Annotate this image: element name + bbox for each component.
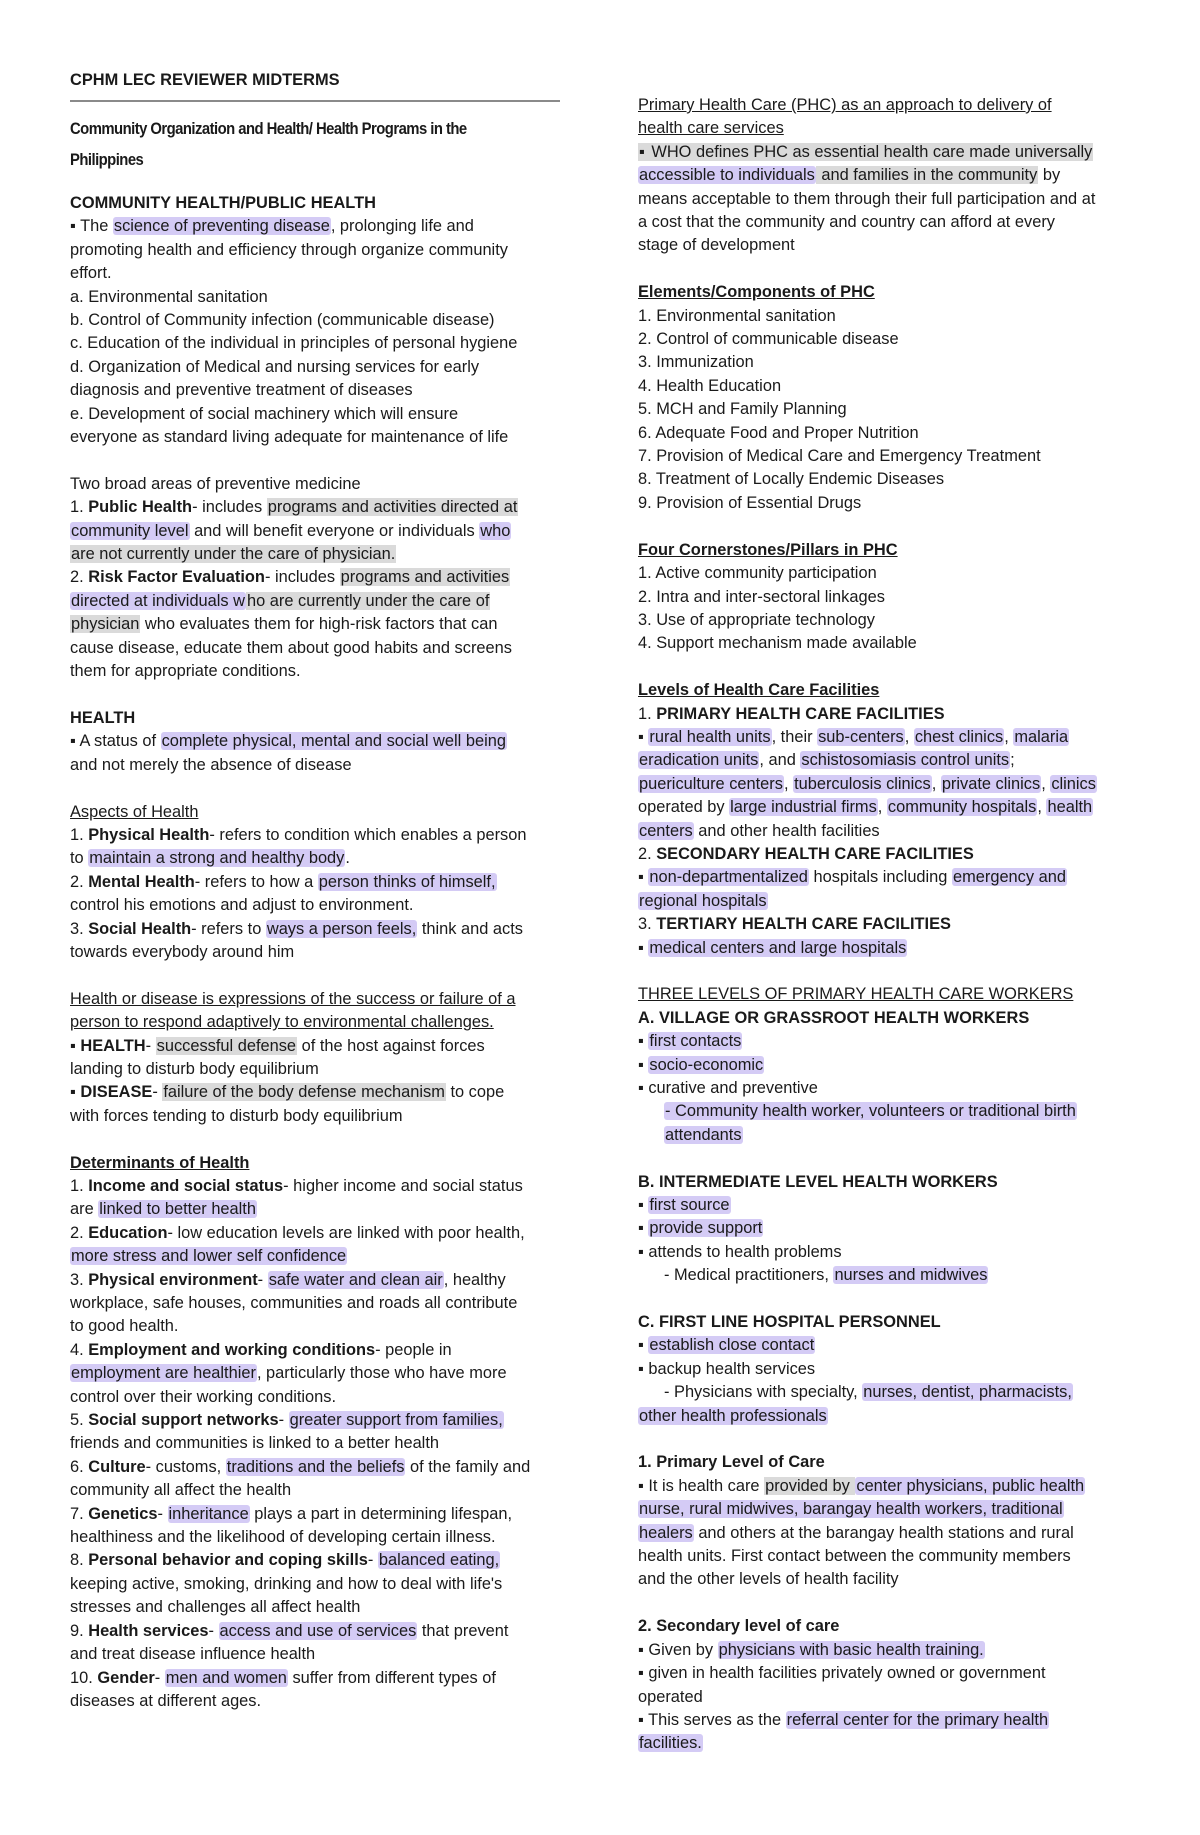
list-item: 3. Use of appropriate technology <box>638 610 875 629</box>
text-line: ▪ It is health care provided by center physicians, public health <box>638 1476 1085 1495</box>
list-item: 4. Support mechanism made available <box>638 634 917 653</box>
text-line <box>638 1405 1140 1428</box>
highlight: regional hospitals <box>639 891 767 910</box>
text-line: 8. Personal behavior and coping skills- balanced eating, <box>70 1551 500 1570</box>
highlight: chest clinics <box>914 727 1004 746</box>
text-line <box>638 1498 1140 1521</box>
highlight: physician <box>71 615 140 634</box>
preventive-title: Two broad areas of preventive medicine <box>70 474 361 493</box>
text-line: centers and other health facilities <box>639 821 880 840</box>
list-item: 8. Treatment of Locally Endemic Diseases <box>638 470 945 489</box>
text-line: 9. Health services- access and use of services that prevent <box>70 1621 509 1640</box>
title-divider <box>70 100 560 102</box>
text-line: ▪ non-departmentalized hospitals including emergency and <box>638 868 1066 887</box>
text-line: ▪ provide support <box>638 1219 763 1238</box>
highlight: socio-economic <box>649 1055 764 1074</box>
text-line: landing to disturb body equilibrium <box>70 1059 319 1078</box>
text-line: - Physicians with specialty, nurses, dentist, pharmacists, <box>664 1383 1072 1402</box>
highlight: facilities. <box>639 1734 702 1753</box>
subheading: C. FIRST LINE HOSPITAL PERSONNEL <box>638 1313 941 1332</box>
text-line: diseases at different ages. <box>70 1691 262 1710</box>
text-line: means acceptable to them through their full participation and at <box>638 189 1096 208</box>
highlight: community hospitals <box>887 798 1037 817</box>
text-line: 1. Physical Health- refers to condition which enables a person <box>70 825 527 844</box>
highlight: men and women <box>165 1668 287 1687</box>
document-title: CPHM LEC REVIEWER MIDTERMS <box>70 71 340 89</box>
highlight: - Community health worker, volunteers or traditional birth <box>665 1102 1076 1121</box>
highlight: successful defense <box>156 1036 297 1055</box>
highlight: safe water and clean air <box>268 1270 443 1289</box>
highlight: centers <box>639 821 693 840</box>
highlight: directed at individuals w <box>71 591 246 610</box>
subheading: 2. SECONDARY HEALTH CARE FACILITIES <box>638 844 974 863</box>
community-health-section <box>70 192 560 449</box>
text-line <box>638 1732 1140 1755</box>
list-item: 1. Environmental sanitation <box>638 306 836 325</box>
text-line: them for appropriate conditions. <box>70 662 301 681</box>
text-line: 5. Social support networks- greater support from families, <box>70 1411 503 1430</box>
highlight: first contacts <box>649 1032 742 1051</box>
highlight: clinics <box>1051 774 1096 793</box>
secondary-care-section <box>638 1615 1140 1755</box>
community-health-heading: COMMUNITY HEALTH/PUBLIC HEALTH <box>70 194 376 212</box>
list-item: diagnosis and preventive treatment of diseases <box>70 381 413 400</box>
text-line: accessible to individuals and families in the community by <box>639 166 1061 185</box>
text-line: employment are healthier, particularly those who have more <box>71 1364 507 1383</box>
workers-section <box>638 983 1140 1428</box>
text-line: friends and communities is linked to a better health <box>70 1434 439 1453</box>
text-line: 4. Employment and working conditions- people in <box>70 1340 452 1359</box>
highlight: complete physical, mental and social well being <box>161 732 506 751</box>
highlight: malaria <box>1014 727 1069 746</box>
text-line: ▪ A status of complete physical, mental and social well being <box>70 732 506 751</box>
phc-title: health care services <box>638 119 784 138</box>
phc-title: Primary Health Care (PHC) as an approach to delivery of <box>638 96 1052 114</box>
highlight: eradication units <box>639 751 759 770</box>
text-line: eradication units, and schistosomiasis control units; <box>639 751 1015 770</box>
highlight: employment are healthier <box>71 1364 256 1383</box>
highlight: private clinics <box>941 774 1041 793</box>
highlight: programs and activities <box>340 568 510 587</box>
determinants-section <box>70 1152 560 1714</box>
highlight: community level <box>71 521 189 540</box>
list-item: 2. Intra and inter-sectoral linkages <box>638 587 885 606</box>
aspects-title: Aspects of Health <box>70 802 199 821</box>
text-line: community all affect the health <box>70 1481 292 1500</box>
pillars-title: Four Cornerstones/Pillars in PHC <box>638 540 898 559</box>
health-heading: HEALTH <box>70 708 136 727</box>
highlight: establish close contact <box>649 1336 815 1355</box>
text-line: to good health. <box>70 1317 179 1336</box>
text-line: ▪ The science of preventing disease, prolonging life and <box>70 217 474 236</box>
text-line: puericulture centers, tuberculosis clinics, private clinics, clinics <box>639 774 1096 793</box>
disease-title: Health or disease is expressions of the success or failure of a <box>70 989 516 1008</box>
list-item: 7. Provision of Medical Care and Emergency Treatment <box>638 447 1041 466</box>
highlight: first source <box>649 1196 730 1215</box>
highlight: emergency and <box>952 868 1066 887</box>
text-line: ▪ first source <box>638 1196 730 1215</box>
text-line: ▪ attends to health problems <box>638 1242 842 1261</box>
highlight: inheritance <box>168 1504 249 1523</box>
highlight: WHO defines PHC as essential health care made universally <box>651 142 1093 161</box>
subheading: 3. TERTIARY HEALTH CARE FACILITIES <box>638 915 951 934</box>
highlight: access and use of services <box>219 1621 417 1640</box>
health-section <box>70 707 560 777</box>
highlight: linked to better health <box>99 1200 256 1219</box>
highlight: balanced eating, <box>378 1551 500 1570</box>
highlight: who <box>480 521 511 540</box>
facilities-title: Levels of Health Care Facilities <box>638 681 880 700</box>
text-line: operated by large industrial firms, community hospitals, health <box>638 798 1093 817</box>
highlight: healers <box>639 1523 693 1542</box>
text-line: cause disease, educate them about good habits and screens <box>70 638 512 657</box>
text-line: ▪ Given by physicians with basic health training. <box>638 1640 984 1659</box>
text-line <box>638 1100 1140 1123</box>
highlight: ways a person feels, <box>266 919 417 938</box>
aspects-section <box>70 801 560 965</box>
text-line: 3. Social Health- refers to ways a person feels, think and acts <box>70 919 523 938</box>
text-line: ▪ medical centers and large hospitals <box>638 938 907 957</box>
highlight: other health professionals <box>639 1406 827 1425</box>
highlight: failure of the body defense mechanism <box>163 1083 445 1102</box>
text-line: healers and others at the barangay health stations and rural <box>639 1523 1074 1542</box>
elements-title: Elements/Components of PHC <box>638 283 875 302</box>
highlight: nurses and midwives <box>834 1266 988 1285</box>
list-item: 9. Provision of Essential Drugs <box>638 493 862 512</box>
text-line: a cost that the community and country can afford at every <box>638 213 1055 232</box>
text-line: to maintain a strong and healthy body. <box>70 849 350 868</box>
text-line: ▪ first contacts <box>638 1032 742 1051</box>
highlight: sub-centers <box>818 727 904 746</box>
left-column <box>70 68 560 1713</box>
subheading: A. VILLAGE OR GRASSROOT HEALTH WORKERS <box>638 1008 1030 1027</box>
text-line: towards everybody around him <box>70 942 295 961</box>
highlight: center physicians, public health <box>856 1476 1085 1495</box>
subheading: B. INTERMEDIATE LEVEL HEALTH WORKERS <box>638 1172 998 1191</box>
text-line: and not merely the absence of disease <box>70 755 352 774</box>
text-line: control his emotions and adjust to environment. <box>70 896 414 915</box>
text-line: operated <box>638 1687 703 1706</box>
text-line: ▪ DISEASE- failure of the body defense mechanism to cope <box>70 1083 505 1102</box>
highlight: provide support <box>649 1219 763 1238</box>
list-item: 1. Active community participation <box>638 564 877 583</box>
text-line: community level and will benefit everyone or individuals who <box>71 521 511 540</box>
text-line: ▪ This serves as the referral center for the primary health <box>638 1710 1049 1729</box>
text-line: and the other levels of health facility <box>638 1570 899 1589</box>
subheading: 1. PRIMARY HEALTH CARE FACILITIES <box>638 704 945 723</box>
highlight: science of preventing disease <box>113 217 330 236</box>
text-line: ▪ curative and preventive <box>638 1079 818 1097</box>
subheading: 1. Primary Level of Care <box>638 1453 825 1472</box>
highlight: attendants <box>665 1125 742 1144</box>
highlight: traditions and the beliefs <box>226 1457 405 1476</box>
highlight: referral center for the primary health <box>786 1710 1049 1729</box>
text-line: effort. <box>70 264 112 283</box>
highlight: schistosomiasis control units <box>801 751 1010 770</box>
text-line: ▪ given in health facilities privately owned or government <box>638 1664 1046 1683</box>
text-line: ▪ socio-economic <box>638 1055 764 1074</box>
text-line <box>638 1124 1140 1147</box>
text-line: ▪ rural health units, their sub-centers, chest clinics, malaria <box>638 727 1069 746</box>
highlight: person thinks of himself, <box>318 872 496 891</box>
highlight: programs and activities directed at <box>267 498 518 517</box>
preventive-medicine-section <box>70 473 560 684</box>
facilities-section <box>638 679 1140 960</box>
highlight: large industrial firms <box>730 798 877 817</box>
highlight: more stress and lower self confidence <box>71 1247 347 1266</box>
text-line: 1. Income and social status- higher income and social status <box>70 1176 523 1195</box>
list-item: everyone as standard living adequate for maintenance of life <box>70 428 509 447</box>
subheading: 2. Secondary level of care <box>638 1617 840 1636</box>
text-line: 6. Culture- customs, traditions and the beliefs of the family and <box>70 1457 531 1476</box>
text-line: stage of development <box>638 236 795 255</box>
text-line: ▪ establish close contact <box>638 1336 815 1355</box>
highlight: rural health units <box>649 727 771 746</box>
text-line: directed at individuals w ho are currently under the care of <box>71 591 490 610</box>
section-title-line-1: Community Organization and Health/ Health Programs in the <box>70 120 467 138</box>
right-column <box>638 94 1140 1756</box>
text-line: 1. Public Health- includes programs and activities directed at <box>70 498 518 517</box>
text-line: 2. Risk Factor Evaluation- includes programs and activities <box>70 568 510 587</box>
highlight: nurses, dentist, pharmacists, <box>863 1383 1072 1402</box>
list-item: b. Control of Community infection (communicable disease) <box>70 311 495 330</box>
highlight: medical centers and large hospitals <box>649 938 907 957</box>
list-item: 3. Immunization <box>638 353 754 372</box>
highlight: greater support from families, <box>289 1411 503 1430</box>
phc-section <box>638 94 1140 258</box>
text-line <box>70 543 560 566</box>
list-item: a. Environmental sanitation <box>70 287 268 306</box>
text-line: health units. First contact between the community members <box>638 1547 1071 1566</box>
list-item: e. Development of social machinery which will ensure <box>70 404 459 423</box>
workers-title: THREE LEVELS OF PRIMARY HEALTH CARE WORKERS <box>638 985 1074 1004</box>
text-line: control over their working conditions. <box>70 1387 337 1406</box>
highlight: maintain a strong and healthy body <box>89 849 345 868</box>
list-item: 5. MCH and Family Planning <box>638 400 847 419</box>
determinants-title: Determinants of Health <box>70 1153 250 1172</box>
text-line: keeping active, smoking, drinking and how to deal with life's <box>70 1574 503 1593</box>
text-line: promoting health and efficiency through organize community <box>70 240 508 259</box>
list-item: 4. Health Education <box>638 376 782 395</box>
highlight: are not currently under the care of physician. <box>71 545 396 564</box>
highlight: tuberculosis clinics <box>794 774 931 793</box>
section-title-line-2: Philippines <box>70 151 144 169</box>
list-item: d. Organization of Medical and nursing services for early <box>70 357 480 376</box>
text-line: physician who evaluates them for high-risk factors that can <box>71 615 498 634</box>
primary-care-section <box>638 1451 1140 1591</box>
highlight: nurse, rural midwives, barangay health workers, traditional <box>639 1500 1063 1519</box>
text-line: ▪ WHO defines PHC as essential health care made universally <box>639 142 1093 161</box>
text-line: healthiness and the likelihood of developing certain illness. <box>70 1528 496 1547</box>
text-line <box>70 1245 560 1268</box>
list-item: 6. Adequate Food and Proper Nutrition <box>638 423 919 442</box>
text-line: 3. Physical environment- safe water and clean air, healthy <box>70 1270 506 1289</box>
text-line: and treat disease influence health <box>70 1645 316 1664</box>
text-line: 2. Mental Health- refers to how a person thinks of himself, <box>70 872 496 891</box>
pillars-section <box>638 539 1140 656</box>
text-line: workplace, safe houses, communities and roads all contribute <box>70 1294 518 1313</box>
elements-section <box>638 281 1140 515</box>
health-disease-section <box>70 988 560 1128</box>
text-line: - Medical practitioners, nurses and midwives <box>664 1266 988 1285</box>
text-line: 7. Genetics- inheritance plays a part in determining lifespan, <box>70 1504 513 1523</box>
text-line: ▪ backup health services <box>638 1359 816 1378</box>
list-item: 2. Control of communicable disease <box>638 330 899 349</box>
text-line <box>638 890 1140 913</box>
text-line: with forces tending to disturb body equilibrium <box>70 1106 403 1125</box>
disease-title: person to respond adaptively to environmental challenges. <box>70 1013 494 1032</box>
text-line: 10. Gender- men and women suffer from different types of <box>70 1668 496 1687</box>
text-line: ▪ HEALTH- successful defense of the host against forces <box>70 1036 485 1055</box>
list-item: c. Education of the individual in principles of personal hygiene <box>70 334 518 353</box>
highlight: physicians with basic health training. <box>718 1640 984 1659</box>
highlight: non-departmentalized <box>649 868 808 887</box>
text-line: 2. Education- low education levels are linked with poor health, <box>70 1223 525 1242</box>
text-line: are linked to better health <box>70 1200 256 1219</box>
highlight: health <box>1047 798 1093 817</box>
highlight: accessible to individuals <box>639 166 815 185</box>
highlight: puericulture centers <box>639 774 783 793</box>
text-line: stresses and challenges all affect health <box>70 1598 361 1617</box>
